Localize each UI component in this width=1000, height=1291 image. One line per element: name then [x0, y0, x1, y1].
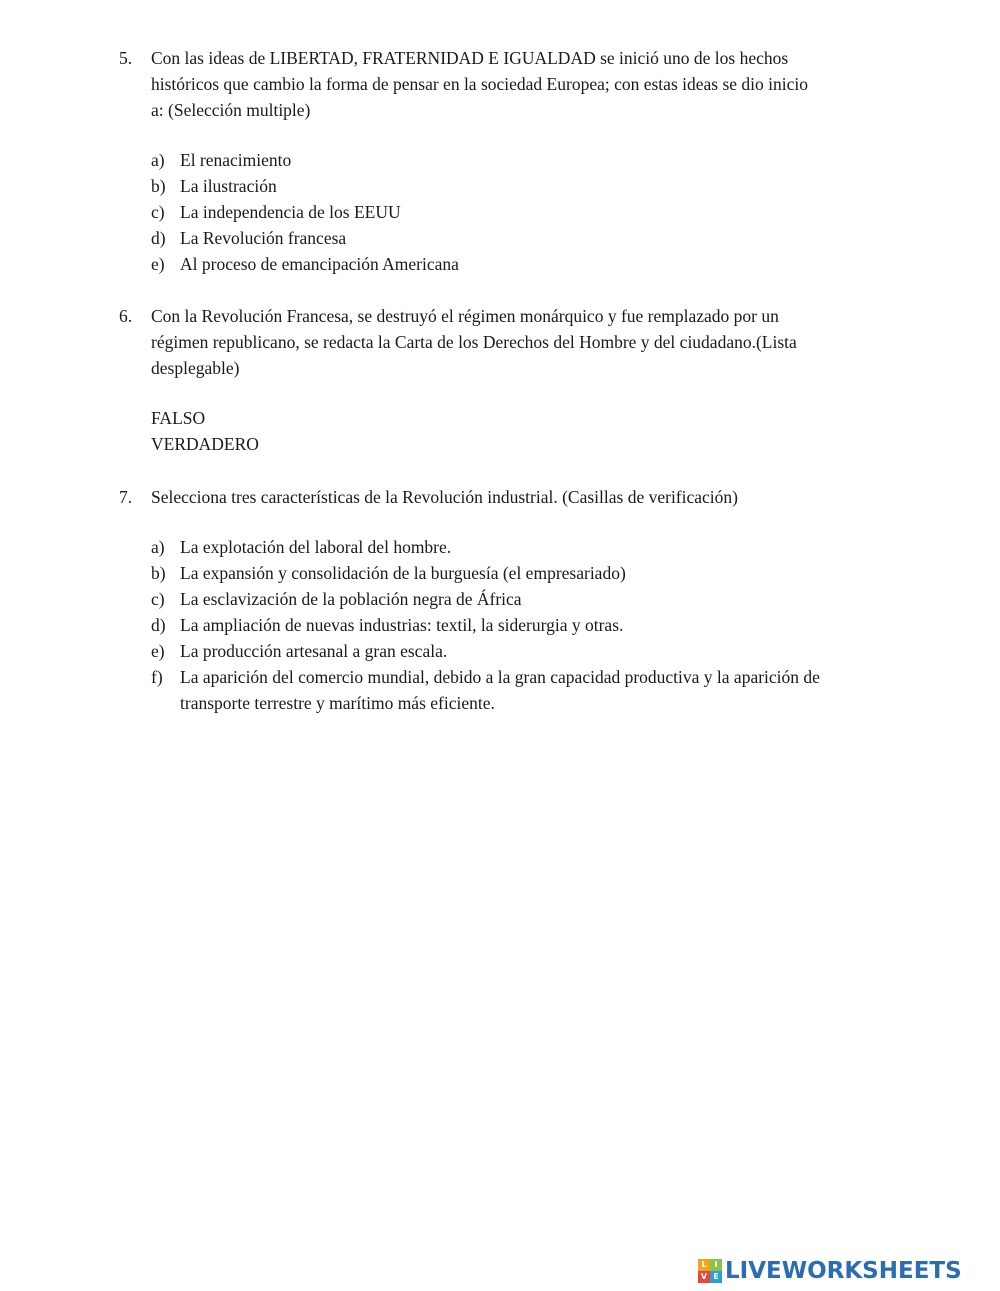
liveworksheets-logo-icon — [698, 1259, 722, 1283]
option-text-continuation: transporte terrestre y marítimo más eficiente. — [180, 693, 495, 713]
logo-tile-i: I — [710, 1259, 722, 1271]
option-text: La Revolución francesa — [180, 228, 347, 248]
option-letter: d) — [151, 615, 166, 635]
question-6-line-2 — [119, 329, 909, 355]
question-7-options — [119, 534, 909, 716]
question-text: históricos que cambio la forma de pensar en la sociedad Europea; con estas ideas se dio inicio — [151, 74, 809, 94]
choice-falso[interactable]: FALSO — [151, 408, 206, 428]
choice-verdadero[interactable]: VERDADERO — [151, 434, 259, 454]
option-text: La aparición del comercio mundial, debido a la gran capacidad productiva y la aparición de — [180, 667, 820, 687]
option-letter: c) — [151, 202, 165, 222]
option-b[interactable] — [119, 173, 909, 199]
question-7-line-1 — [119, 484, 909, 510]
question-5-line-2 — [119, 71, 909, 97]
question-text: desplegable) — [151, 358, 240, 378]
logo-tile-l: L — [698, 1259, 710, 1271]
option-text: La independencia de los EEUU — [180, 202, 401, 222]
option-letter: a) — [151, 537, 165, 557]
question-text: régimen republicano, se redacta la Carta de los Derechos del Hombre y del ciudadano.(Lista — [151, 332, 797, 352]
checkbox-option-b[interactable] — [119, 560, 909, 586]
option-text: La expansión y consolidación de la burguesía (el empresariado) — [180, 563, 626, 583]
brand-name: LIVEWORKSHEETS — [725, 1258, 962, 1284]
question-5 — [119, 45, 909, 277]
option-a[interactable] — [119, 147, 909, 173]
option-e[interactable] — [119, 251, 909, 277]
liveworksheets-brand — [698, 1256, 962, 1286]
question-5-options — [119, 147, 909, 277]
option-letter: e) — [151, 254, 165, 274]
true-false-dropdown-choices — [119, 405, 909, 457]
option-text: La esclavización de la población negra de África — [180, 589, 522, 609]
question-5-line-3 — [119, 97, 909, 123]
question-5-line-1 — [119, 45, 909, 71]
checkbox-option-c[interactable] — [119, 586, 909, 612]
question-number: 6. — [119, 306, 133, 326]
question-6 — [119, 303, 909, 457]
logo-tile-v: V — [698, 1271, 710, 1283]
option-letter: a) — [151, 150, 165, 170]
option-text: El renacimiento — [180, 150, 292, 170]
option-text: La producción artesanal a gran escala. — [180, 641, 448, 661]
question-6-line-3 — [119, 355, 909, 381]
checkbox-option-f[interactable] — [119, 664, 909, 716]
checkbox-option-e[interactable] — [119, 638, 909, 664]
question-number: 7. — [119, 487, 133, 507]
question-number: 5. — [119, 48, 133, 68]
option-letter: d) — [151, 228, 166, 248]
option-d[interactable] — [119, 225, 909, 251]
question-6-line-1 — [119, 303, 909, 329]
checkbox-option-a[interactable] — [119, 534, 909, 560]
option-c[interactable] — [119, 199, 909, 225]
option-letter: e) — [151, 641, 165, 661]
question-text: a: (Selección multiple) — [151, 100, 311, 120]
logo-tile-e: E — [710, 1271, 722, 1283]
option-text: La ilustración — [180, 176, 277, 196]
option-letter: c) — [151, 589, 165, 609]
checkbox-option-d[interactable] — [119, 612, 909, 638]
option-text: La explotación del laboral del hombre. — [180, 537, 452, 557]
option-text: La ampliación de nuevas industrias: textil, la siderurgia y otras. — [180, 615, 624, 635]
option-letter: f) — [151, 667, 163, 687]
question-text: Con las ideas de LIBERTAD, FRATERNIDAD E IGUALDAD se inició uno de los hechos — [151, 48, 789, 68]
question-text: Selecciona tres características de la Revolución industrial. (Casillas de verificación) — [151, 487, 738, 507]
question-text: Con la Revolución Francesa, se destruyó el régimen monárquico y fue remplazado por un — [151, 306, 779, 326]
option-letter: b) — [151, 176, 166, 196]
question-7 — [119, 484, 909, 716]
option-letter: b) — [151, 563, 166, 583]
option-text: Al proceso de emancipación Americana — [180, 254, 459, 274]
